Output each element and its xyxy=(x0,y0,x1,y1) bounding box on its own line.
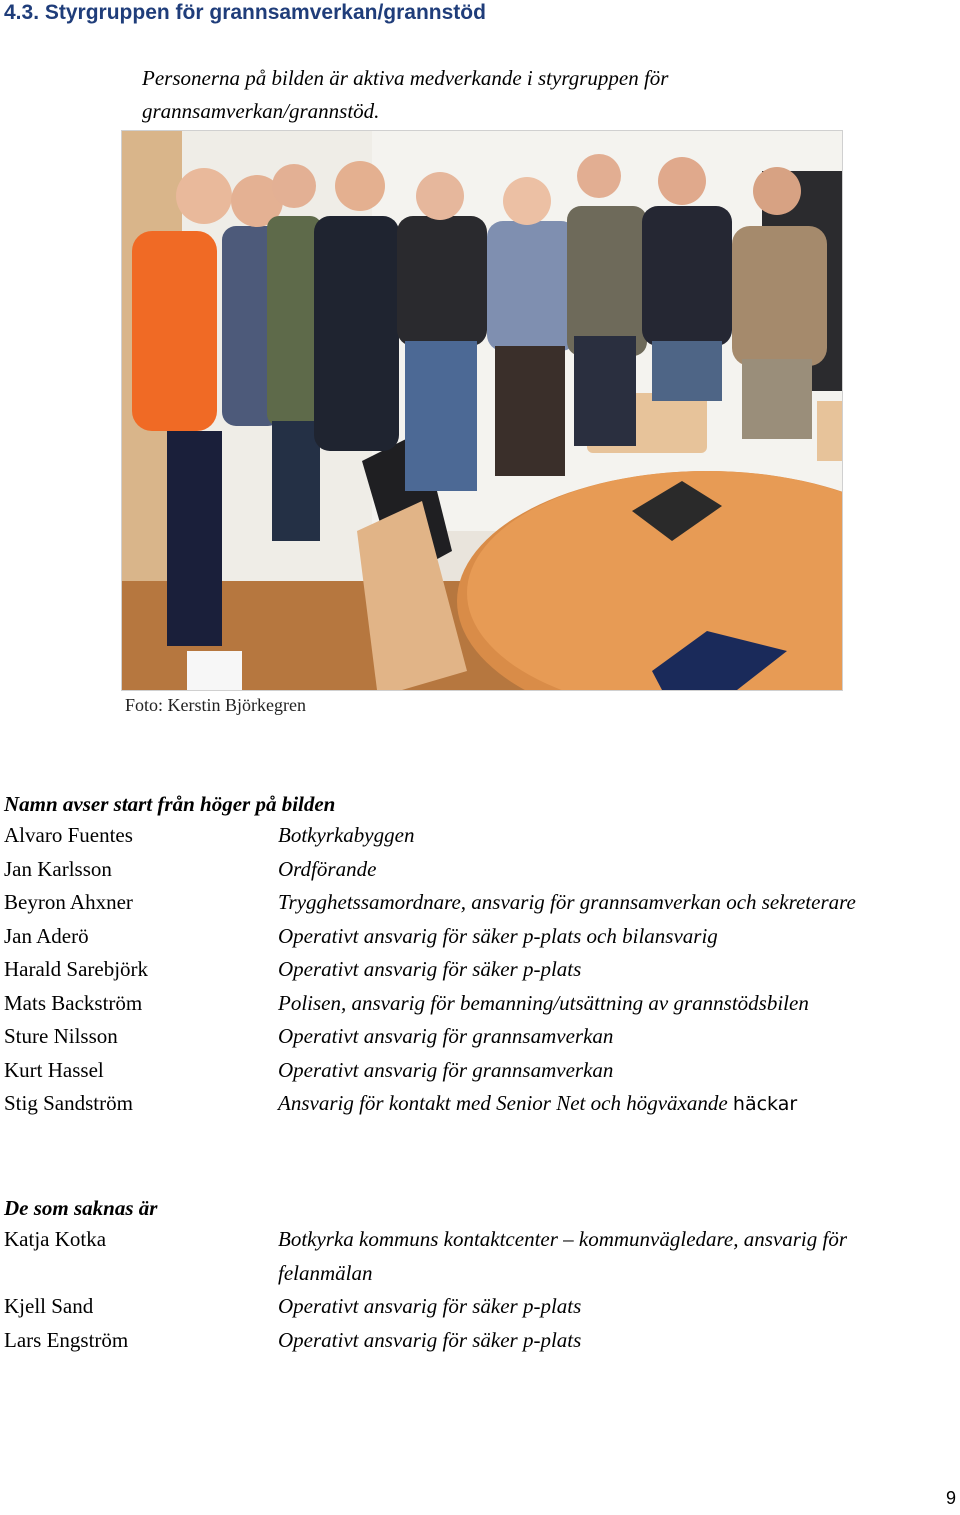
members-title: Namn avser start från höger på bilden xyxy=(4,792,336,816)
member-name: Stig Sandström xyxy=(4,1091,133,1115)
member-name: Harald Sarebjörk xyxy=(4,957,149,981)
member-name: Alvaro Fuentes xyxy=(4,823,133,847)
member-role: Operativt ansvarig för säker p-plats och bilansvarig xyxy=(278,923,718,948)
member-role xyxy=(278,1087,944,1122)
page-number: 9 xyxy=(945,1488,956,1508)
member-role: Botkyrka kommuns kontaktcenter – kommunvägledare, ansvarig för felanmälan xyxy=(278,1227,847,1285)
member-name: Jan Karlsson xyxy=(4,856,112,881)
member-name: Kurt Hassel xyxy=(4,1057,104,1082)
list-item xyxy=(4,853,944,887)
member-role: Operativt ansvarig för säker p-plats xyxy=(278,957,582,981)
member-role: Polisen, ansvarig för bemanning/utsättning av grannstödsbilen xyxy=(278,990,809,1015)
list-item xyxy=(4,1020,944,1054)
list-item xyxy=(4,886,944,920)
section-heading: 4.3. Styrgruppen för grannsamverkan/grannstöd xyxy=(4,1,486,24)
list-item xyxy=(4,1054,944,1088)
member-name: Mats Backström xyxy=(4,990,143,1015)
list-item xyxy=(4,953,944,987)
member-name: Katja Kotka xyxy=(4,1227,107,1251)
members-list xyxy=(4,819,944,1122)
member-role-text: Ansvarig för kontakt med Senior Net och högväxande xyxy=(278,1091,728,1115)
list-item xyxy=(4,819,944,853)
list-item xyxy=(4,987,944,1021)
list-item xyxy=(4,1290,944,1324)
list-item xyxy=(4,1087,944,1122)
member-role: Operativt ansvarig för säker p-plats xyxy=(278,1327,582,1352)
member-name: Sture Nilsson xyxy=(4,1024,118,1048)
member-role: Operativt ansvarig för grannsamverkan xyxy=(278,1057,614,1082)
missing-title: De som saknas är xyxy=(4,1196,158,1220)
photo-caption: Foto: Kerstin Björkegren xyxy=(125,695,306,715)
intro-text: Personerna på bilden är aktiva medverkande i styrgruppen för grannsamverkan/grannstöd. xyxy=(142,66,669,123)
member-role: Botkyrkabyggen xyxy=(278,823,415,847)
missing-list xyxy=(4,1223,944,1357)
member-name: Lars Engström xyxy=(4,1327,129,1352)
group-photo xyxy=(121,130,843,691)
member-role: Ordförande xyxy=(278,856,377,881)
list-item xyxy=(4,920,944,954)
list-item xyxy=(4,1324,944,1358)
list-item xyxy=(4,1223,944,1290)
member-name: Kjell Sand xyxy=(4,1294,94,1318)
member-name: Jan Aderö xyxy=(4,923,89,948)
member-role-tail: häckar xyxy=(732,1093,798,1115)
member-name: Beyron Ahxner xyxy=(4,890,133,914)
member-role: Operativt ansvarig för grannsamverkan xyxy=(278,1024,614,1048)
member-role: Operativt ansvarig för säker p-plats xyxy=(278,1294,582,1318)
member-role: Trygghetssamordnare, ansvarig för grannsamverkan och sekreterare xyxy=(278,890,856,914)
